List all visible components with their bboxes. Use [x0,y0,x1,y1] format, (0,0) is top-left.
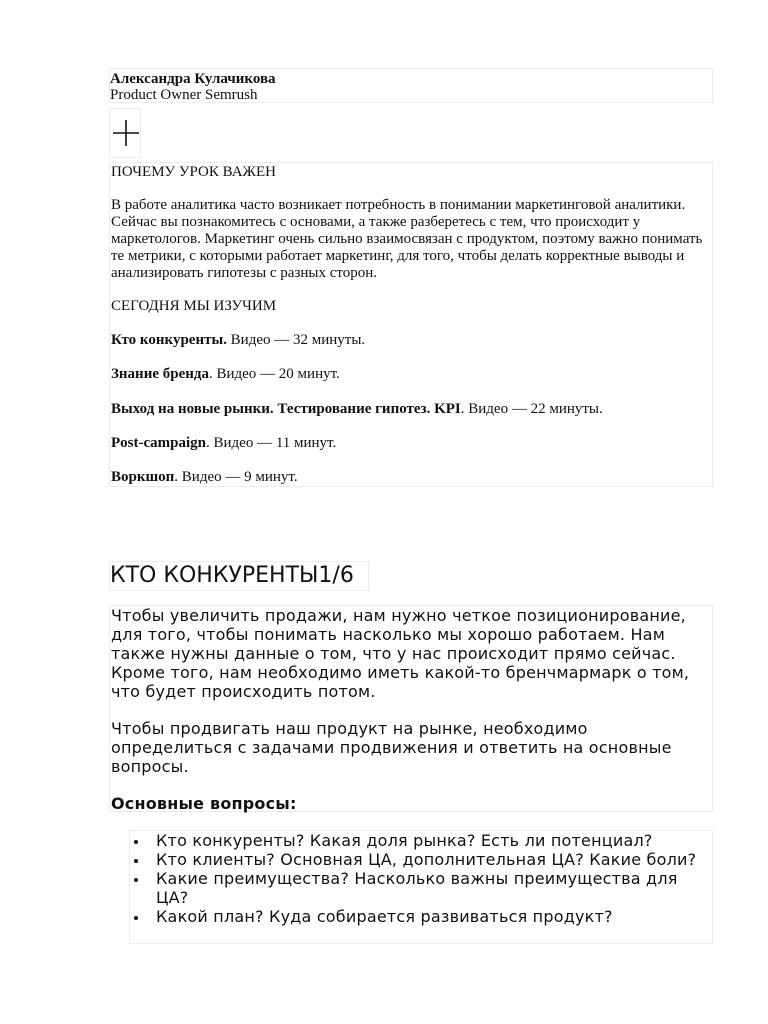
author-role: Product Owner Semrush [110,87,258,103]
topic-title: Знание бренда [111,366,209,382]
plus-icon [112,119,140,147]
topic-title: Воркшоп [111,469,175,485]
topic-duration: . Видео — 11 минут. [206,435,337,451]
topic-title: Выход на новые рынки. Тестирование гипотез. KPI [111,401,461,417]
today-heading: СЕГОДНЯ МЫ ИЗУЧИМ [111,298,277,314]
paragraph: Чтобы продвигать наш продукт на рынке, необходимо определиться с задачами продвижения и ответить на основные вопросы. [111,719,672,776]
topic-item [111,332,708,349]
author-card [109,68,713,103]
author-name: Александра Кулачикова [110,71,276,87]
topic-item [111,366,708,383]
list-item: Какие преимущества? Насколько важны преимущества для ЦА? [130,869,712,907]
topic-duration: . Видео — 9 минут. [174,469,298,485]
why-heading: ПОЧЕМУ УРОК ВАЖЕН [111,164,276,180]
section-title: КТО КОНКУРЕНТЫ1/6 [109,561,369,591]
topic-duration: Видео — 32 минуты. [226,332,366,348]
list-item: Какой план? Куда собирается развиваться продукт? [130,907,712,926]
questions-list [129,830,713,944]
expand-button[interactable] [109,108,141,158]
topic-title: Кто конкуренты. [111,332,227,348]
topic-item [111,401,708,418]
list-item: Кто клиенты? Основная ЦА, дополнительная ЦА? Какие боли? [130,850,712,869]
topic-title: Post-campaign [111,435,206,451]
topic-duration: . Видео — 22 минуты. [460,401,603,417]
topic-item [111,469,708,486]
questions-heading: Основные вопросы: [111,794,297,813]
topic-duration: . Видео — 20 минут. [208,366,340,382]
lesson-intro [109,162,713,487]
paragraph: Чтобы увеличить продажи, нам нужно четкое позиционирование, для того, чтобы понимать насколько мы хорошо работаем. Нам также нужны данные о том, что у нас происходит прямо сейчас. Кроме того, нам необходимо иметь какой-то бренчмармарк о том, что будет происходить потом. [111,606,690,701]
why-text: В работе аналитика часто возникает потребность в понимании маркетинговой аналитики. Сейчас вы познакомитесь с основами, а также разберетесь с тем, что происходит у маркетологов. Маркетинг очень сильно взаимосвязан с продуктом, поэтому важно понимать те метрики, с которыми работает маркетинг, для того, чтобы делать корректные выводы и анализировать гипотезы с разных сторон. [111,197,703,281]
list-item: Кто конкуренты? Какая доля рынка? Есть ли потенциал? [130,831,712,850]
section-body [109,605,713,812]
topic-item [111,435,708,452]
